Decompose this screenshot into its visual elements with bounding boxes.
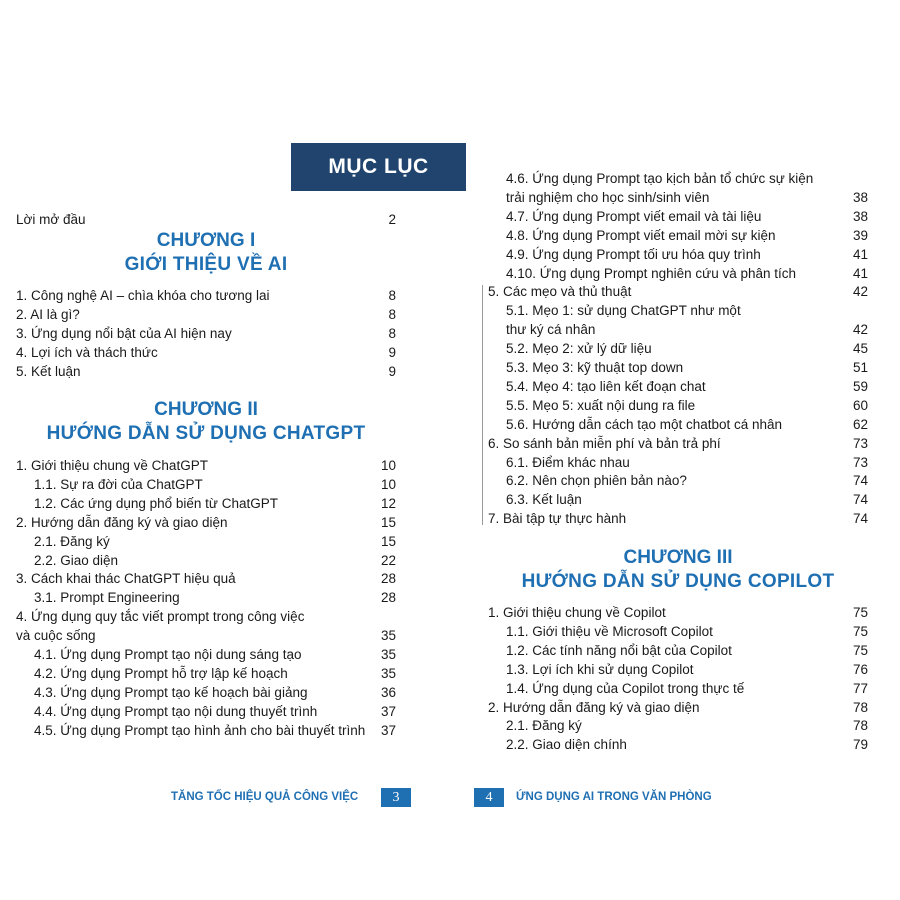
toc-entry-page: 10: [380, 476, 396, 492]
toc-entry-title: 4.2. Ứng dụng Prompt hỗ trợ lập kế hoạch: [34, 665, 288, 681]
toc-entry-page: 39: [852, 227, 868, 243]
toc-entry-title: 4.7. Ứng dụng Prompt viết email và tài liệu: [506, 208, 762, 224]
left-page-number: 3: [381, 788, 411, 807]
right-footer-title: ỨNG DỤNG AI TRONG VĂN PHÒNG: [516, 791, 712, 803]
toc-entry-page: 38: [852, 189, 868, 205]
toc-entry-page: 15: [380, 533, 396, 549]
chapter-2-title: HƯỚNG DẪN SỬ DỤNG CHATGPT: [46, 423, 366, 444]
toc-entry-title: 4.4. Ứng dụng Prompt tạo nội dung thuyết trình: [34, 703, 318, 719]
toc-entry-title: 4. Ứng dụng quy tắc viết prompt trong công việc: [16, 609, 305, 625]
toc-entry-title: 3. Ứng dụng nổi bật của AI hiện nay: [16, 326, 232, 341]
toc-entry-title: 1. Giới thiệu chung về ChatGPT: [16, 458, 208, 473]
toc-entry-title: 2. AI là gì?: [16, 307, 80, 322]
chapter-3-number: CHƯƠNG III: [623, 547, 733, 568]
toc-entry-page: 59: [852, 378, 868, 394]
toc-entry-title: và cuộc sống: [16, 628, 96, 644]
chapter-1-number: CHƯƠNG I: [156, 230, 256, 251]
toc-title-banner: MỤC LỤC: [291, 143, 466, 191]
toc-entry-title: 4. Lợi ích và thách thức: [16, 345, 158, 360]
toc-entry-page: 35: [380, 647, 396, 662]
toc-entry-title: 3.1. Prompt Engineering: [34, 590, 180, 606]
toc-entry-page: 42: [852, 322, 868, 338]
toc-entry-title: 5.1. Mẹo 1: sử dụng ChatGPT như một: [506, 303, 741, 319]
toc-entry-page: 38: [852, 208, 868, 224]
toc-entry-page: 37: [380, 722, 396, 738]
toc-entry-page: 73: [852, 454, 868, 470]
toc-entry-title: 5.6. Hướng dẫn cách tạo một chatbot cá nhân: [506, 416, 783, 432]
toc-entry-title: 4.6. Ứng dụng Prompt tạo kịch bản tổ chức sự kiện: [506, 171, 814, 186]
toc-entry-page: 78: [852, 718, 868, 734]
toc-entry-title: 1.4. Ứng dụng của Copilot trong thực tế: [506, 680, 745, 696]
toc-entry-page: 62: [852, 416, 868, 432]
toc-entry-page: 41: [852, 265, 868, 281]
toc-entry-page: 8: [388, 326, 396, 341]
toc-entry-title: 5.5. Mẹo 5: xuất nội dung ra file: [506, 397, 696, 413]
toc-entry-title: 2. Hướng dẫn đăng ký và giao diện: [16, 514, 228, 530]
toc-entry-title: 6.3. Kết luận: [506, 492, 582, 508]
section-divider-line: [482, 285, 483, 525]
chapter-3-title: HƯỚNG DẪN SỬ DỤNG COPILOT: [521, 571, 835, 592]
right-page-number: 4: [474, 788, 504, 807]
toc-entry-page: 79: [852, 737, 868, 753]
toc-entry-page: 37: [380, 703, 396, 719]
toc-entry-title: 7. Bài tập tự thực hành: [488, 511, 627, 527]
left-footer-title: TĂNG TỐC HIỆU QUẢ CÔNG VIỆC: [171, 791, 359, 803]
toc-entry-title: 4.3. Ứng dụng Prompt tạo kế hoạch bài giảng: [34, 684, 308, 700]
chapter-3-heading: [488, 546, 868, 594]
toc-entry-title: 1. Giới thiệu chung về Copilot: [488, 605, 666, 620]
toc-entry-title: 5. Các mẹo và thủ thuật: [488, 284, 632, 300]
toc-entry-page: 73: [852, 435, 868, 451]
toc-entry-title: 5.4. Mẹo 4: tạo liên kết đoạn chat: [506, 378, 706, 394]
toc-entry-title: 1.3. Lợi ích khi sử dụng Copilot: [506, 661, 694, 677]
toc-entry-page: 28: [380, 571, 396, 587]
toc-entry-page: 28: [380, 590, 396, 606]
toc-entry-page: 75: [852, 605, 868, 620]
toc-entry-title: 5.2. Mẹo 2: xử lý dữ liệu: [506, 341, 652, 357]
toc-entry-page: 60: [852, 397, 868, 413]
toc-entry-title: 1.2. Các ứng dụng phổ biến từ ChatGPT: [34, 495, 278, 511]
toc-entry-page: 42: [852, 284, 868, 300]
toc-entry-page: 9: [388, 345, 396, 360]
chapter-2-number: CHƯƠNG II: [154, 399, 258, 420]
toc-entry-page: 12: [380, 495, 396, 511]
toc-entry-page: 75: [852, 642, 868, 658]
chapter-1-heading: [16, 229, 396, 277]
toc-entry-page: 74: [852, 511, 868, 527]
toc-entry-page: 35: [380, 665, 396, 681]
toc-entry-title: 4.9. Ứng dụng Prompt tối ưu hóa quy trình: [506, 246, 761, 262]
toc-entry-page: 8: [388, 307, 396, 322]
toc-entry-title: 6. So sánh bản miễn phí và bản trả phí: [488, 435, 721, 451]
toc-entry-page: 74: [852, 473, 868, 489]
toc-entry-title: 3. Cách khai thác ChatGPT hiệu quả: [16, 571, 236, 587]
toc-entry-page: 41: [852, 246, 868, 262]
toc-entry-title: 4.5. Ứng dụng Prompt tạo hình ảnh cho bài thuyết trình: [34, 722, 366, 738]
toc-entry-title: 6.1. Điểm khác nhau: [506, 454, 630, 470]
toc-entry-page: 22: [380, 552, 396, 568]
toc-entry-title: thư ký cá nhân: [506, 322, 596, 338]
toc-entry-page: 77: [852, 680, 868, 696]
toc-entry-page: 78: [852, 699, 868, 715]
toc-entry-page: 15: [380, 514, 396, 530]
toc-entry-title: 6.2. Nên chọn phiên bản nào?: [506, 473, 687, 489]
toc-entry-title: 5.3. Mẹo 3: kỹ thuật top down: [506, 360, 684, 375]
toc-entry-title: 4.8. Ứng dụng Prompt viết email mời sự kiện: [506, 227, 776, 243]
toc-entry-title: 2.2. Giao diện: [34, 552, 119, 568]
toc-entry-page: 51: [852, 360, 868, 375]
toc-entry-page: 75: [852, 623, 868, 639]
toc-entry-title: 1.2. Các tính năng nổi bật của Copilot: [506, 642, 732, 658]
toc-entry-title: 4.1. Ứng dụng Prompt tạo nội dung sáng tạo: [34, 647, 302, 662]
toc-entry-title: 4.10. Ứng dụng Prompt nghiên cứu và phân tích: [506, 265, 797, 281]
chapter-2-heading: [16, 398, 396, 446]
toc-entry-title: trải nghiệm cho học sinh/sinh viên: [506, 189, 710, 205]
chapter-1-title: GIỚI THIỆU VỀ AI: [124, 254, 288, 275]
toc-entry-title: 2. Hướng dẫn đăng ký và giao diện: [488, 699, 700, 715]
toc-entry-page: 35: [380, 628, 396, 644]
toc-entry-title: 2.1. Đăng ký: [34, 533, 110, 549]
toc-entry-page: 9: [388, 364, 396, 379]
toc-entry-page: 8: [388, 288, 396, 303]
toc-entry-title: 1. Công nghệ AI – chìa khóa cho tương lai: [16, 288, 270, 303]
toc-entry-title: 5. Kết luận: [16, 364, 81, 379]
toc-entry-title: 1.1. Giới thiệu về Microsoft Copilot: [506, 623, 713, 639]
toc-entry-title: 2.2. Giao diện chính: [506, 737, 627, 753]
toc-entry-title: Lời mở đầu: [16, 212, 86, 227]
toc-entry-page: 74: [852, 492, 868, 508]
toc-entry-page: 2: [388, 212, 396, 227]
toc-entry-page: 10: [380, 458, 396, 473]
toc-entry-page: 45: [852, 341, 868, 357]
toc-entry-page: 36: [380, 684, 396, 700]
toc-entry-page: 76: [852, 661, 868, 677]
toc-entry-title: 1.1. Sự ra đời của ChatGPT: [34, 476, 203, 492]
toc-entry-title: 2.1. Đăng ký: [506, 718, 582, 734]
